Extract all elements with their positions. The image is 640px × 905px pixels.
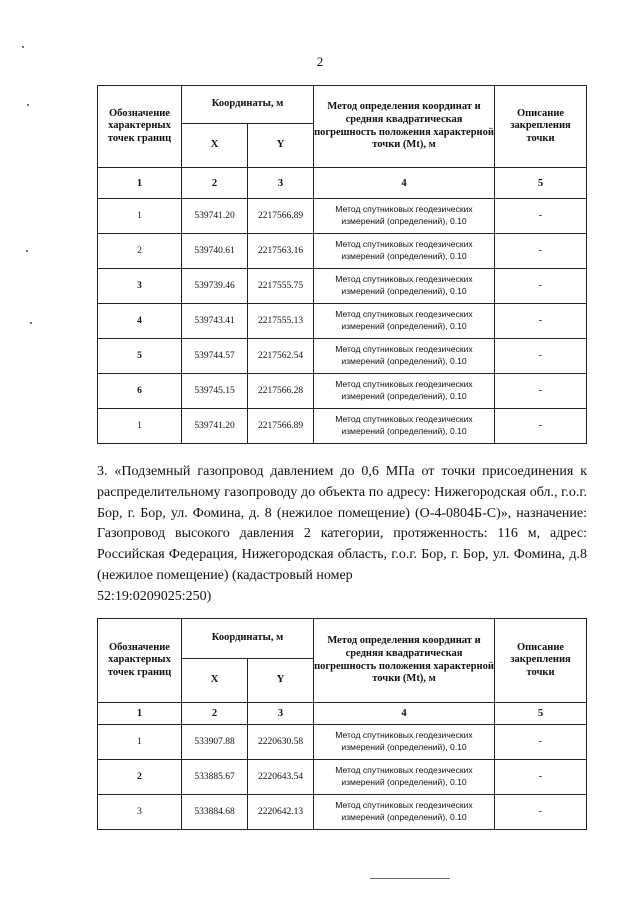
point-id-cell: 3: [98, 795, 182, 830]
header-coordinates: Координаты, м: [182, 619, 314, 659]
footer-rule: [370, 878, 450, 879]
column-number: 5: [495, 703, 587, 725]
method-cell: Метод спутниковых геодезических измерений (определений), 0.10: [314, 374, 495, 409]
x-coordinate-cell: 539741.20: [182, 409, 248, 444]
column-number: 5: [495, 168, 587, 199]
y-coordinate-cell: 2217563.16: [248, 234, 314, 269]
point-id-cell: 6: [98, 374, 182, 409]
point-id-cell: 1: [98, 199, 182, 234]
method-cell: Метод спутниковых геодезических измерений (определений), 0.10: [314, 339, 495, 374]
y-coordinate-cell: 2220630.58: [248, 725, 314, 760]
column-number: 3: [248, 703, 314, 725]
header-description: Описание закрепления точки: [495, 619, 587, 703]
method-cell: Метод спутниковых геодезических измерений (определений), 0.10: [314, 760, 495, 795]
paragraph-text: 3. «Подземный газопровод давлением до 0,6 МПа от точки присоединения к распределительному газопроводу до объекта по адресу: Нижегородская обл., г.о.г. Бор, г. Бор, ул. Фомина, д. 8 (нежилое помещение) (О-4-0804Б-С)», назначение: Газопровод высокого давления 2 категории, протяженность: 116 м, адрес: Российская Федерация, Нижегородская область, г.о.г. Бор, г. Бор, ул. Фомина, д.8 (нежилое помещение) (кадастровый номер: [97, 464, 587, 583]
header-method: Метод определения координат и средняя квадратическая погрешность положения характерной точки (Mt), м: [314, 86, 495, 168]
y-coordinate-cell: 2217566.89: [248, 199, 314, 234]
x-coordinate-cell: 533907.88: [182, 725, 248, 760]
y-coordinate-cell: 2217562.54: [248, 339, 314, 374]
x-coordinate-cell: 533884.68: [182, 795, 248, 830]
x-coordinate-cell: 539740.61: [182, 234, 248, 269]
scan-speck: [27, 104, 29, 106]
paragraph-last-line: 52:19:0209025:250): [97, 588, 212, 604]
x-coordinate-cell: 533885.67: [182, 760, 248, 795]
y-coordinate-cell: 2220643.54: [248, 760, 314, 795]
point-id-cell: 2: [98, 760, 182, 795]
x-coordinate-cell: 539739.46: [182, 269, 248, 304]
column-number-row: [98, 168, 587, 199]
method-cell: Метод спутниковых геодезических измерений (определений), 0.10: [314, 795, 495, 830]
header-x: X: [182, 124, 248, 168]
method-cell: Метод спутниковых геодезических измерений (определений), 0.10: [314, 234, 495, 269]
column-number: 3: [248, 168, 314, 199]
header-y: Y: [248, 124, 314, 168]
x-coordinate-cell: 539743.41: [182, 304, 248, 339]
table-row: [98, 199, 587, 234]
object-description-paragraph: [97, 462, 587, 608]
header-designation: Обозначение характерных точек границ: [98, 86, 182, 168]
table-row: [98, 725, 587, 760]
table-row: [98, 795, 587, 830]
column-number-row: [98, 703, 587, 725]
description-cell: -: [495, 304, 587, 339]
table-row: [98, 760, 587, 795]
table-row: [98, 304, 587, 339]
x-coordinate-cell: 539744.57: [182, 339, 248, 374]
description-cell: -: [495, 795, 587, 830]
description-cell: -: [495, 199, 587, 234]
header-designation: Обозначение характерных точек границ: [98, 619, 182, 703]
description-cell: -: [495, 409, 587, 444]
description-cell: -: [495, 269, 587, 304]
coordinates-table-1: [97, 85, 587, 444]
x-coordinate-cell: 539745.15: [182, 374, 248, 409]
scan-speck: [26, 250, 28, 252]
point-id-cell: 4: [98, 304, 182, 339]
description-cell: -: [495, 234, 587, 269]
y-coordinate-cell: 2217566.28: [248, 374, 314, 409]
y-coordinate-cell: 2217566.89: [248, 409, 314, 444]
description-cell: -: [495, 374, 587, 409]
method-cell: Метод спутниковых геодезических измерений (определений), 0.10: [314, 269, 495, 304]
y-coordinate-cell: 2217555.75: [248, 269, 314, 304]
y-coordinate-cell: 2220642.13: [248, 795, 314, 830]
method-cell: Метод спутниковых геодезических измерений (определений), 0.10: [314, 304, 495, 339]
scan-speck: [22, 46, 24, 48]
header-x: X: [182, 659, 248, 703]
header-coordinates: Координаты, м: [182, 86, 314, 124]
scan-speck: [30, 322, 32, 324]
point-id-cell: 1: [98, 409, 182, 444]
point-id-cell: 5: [98, 339, 182, 374]
y-coordinate-cell: 2217555.13: [248, 304, 314, 339]
column-number: 2: [182, 703, 248, 725]
table-row: [98, 409, 587, 444]
column-number: 1: [98, 703, 182, 725]
header-method: Метод определения координат и средняя квадратическая погрешность положения характерной точки (Mt), м: [314, 619, 495, 703]
method-cell: Метод спутниковых геодезических измерений (определений), 0.10: [314, 725, 495, 760]
table-row: [98, 374, 587, 409]
page-number: 2: [316, 54, 324, 69]
coordinates-table-2: [97, 618, 587, 830]
method-cell: Метод спутниковых геодезических измерений (определений), 0.10: [314, 199, 495, 234]
description-cell: -: [495, 760, 587, 795]
point-id-cell: 2: [98, 234, 182, 269]
column-number: 4: [314, 168, 495, 199]
table-row: [98, 339, 587, 374]
column-number: 4: [314, 703, 495, 725]
column-number: 2: [182, 168, 248, 199]
table-row: [98, 269, 587, 304]
header-description: Описание закрепления точки: [495, 86, 587, 168]
method-cell: Метод спутниковых геодезических измерений (определений), 0.10: [314, 409, 495, 444]
x-coordinate-cell: 539741.20: [182, 199, 248, 234]
description-cell: -: [495, 725, 587, 760]
table-row: [98, 234, 587, 269]
column-number: 1: [98, 168, 182, 199]
header-y: Y: [248, 659, 314, 703]
point-id-cell: 3: [98, 269, 182, 304]
description-cell: -: [495, 339, 587, 374]
point-id-cell: 1: [98, 725, 182, 760]
